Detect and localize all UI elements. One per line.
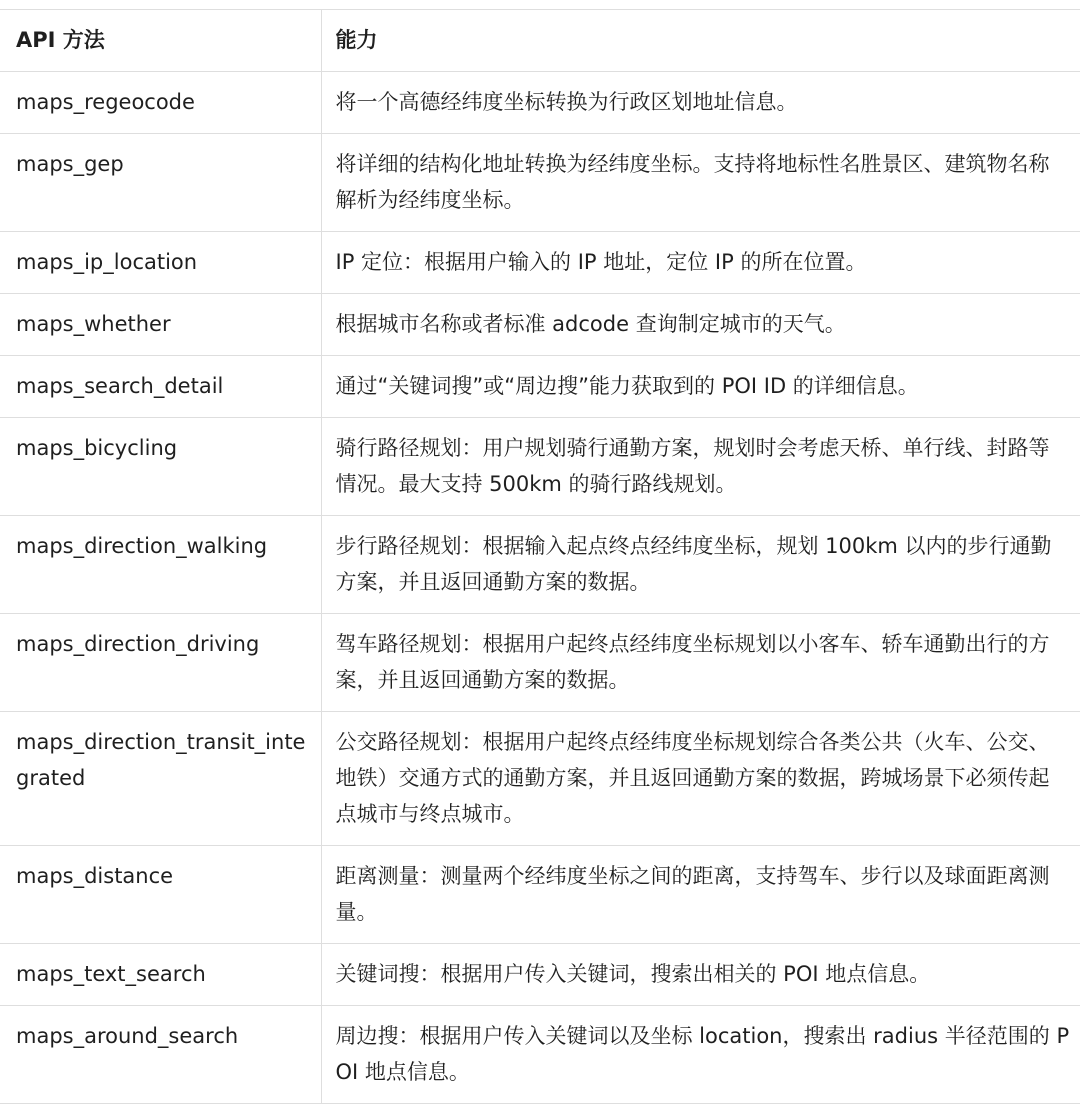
table-row <box>0 134 1080 232</box>
method-cell: maps_text_search <box>0 944 321 1006</box>
table-row <box>0 614 1080 712</box>
table-row <box>0 232 1080 294</box>
table-row <box>0 418 1080 516</box>
capability-cell: 关键词搜：根据用户传入关键词，搜索出相关的 POI 地点信息。 <box>321 944 1080 1006</box>
table-row <box>0 294 1080 356</box>
table-row <box>0 944 1080 1006</box>
capability-cell: 距离测量：测量两个经纬度坐标之间的距离，支持驾车、步行以及球面距离测量。 <box>321 846 1080 944</box>
method-cell: maps_whether <box>0 294 321 356</box>
capability-cell: 周边搜：根据用户传入关键词以及坐标 location，搜索出 radius 半径范围的 POI 地点信息。 <box>321 1006 1080 1104</box>
table-row <box>0 846 1080 944</box>
method-cell: maps_search_detail <box>0 356 321 418</box>
table-header-row <box>0 10 1080 72</box>
capability-cell: 通过“关键词搜”或“周边搜”能力获取到的 POI ID 的详细信息。 <box>321 356 1080 418</box>
capability-cell: 驾车路径规划：根据用户起终点经纬度坐标规划以小客车、轿车通勤出行的方案，并且返回通勤方案的数据。 <box>321 614 1080 712</box>
header-capability: 能力 <box>321 10 1080 72</box>
method-cell: maps_bicycling <box>0 418 321 516</box>
table-row <box>0 72 1080 134</box>
method-cell: maps_ip_location <box>0 232 321 294</box>
table-row <box>0 1006 1080 1104</box>
table-row <box>0 516 1080 614</box>
capability-cell: 步行路径规划：根据输入起点终点经纬度坐标，规划 100km 以内的步行通勤方案，并且返回通勤方案的数据。 <box>321 516 1080 614</box>
method-cell: maps_direction_walking <box>0 516 321 614</box>
capability-cell: 将一个高德经纬度坐标转换为行政区划地址信息。 <box>321 72 1080 134</box>
method-cell: maps_direction_driving <box>0 614 321 712</box>
method-cell: maps_gep <box>0 134 321 232</box>
api-table <box>0 9 1080 1104</box>
capability-cell: 根据城市名称或者标准 adcode 查询制定城市的天气。 <box>321 294 1080 356</box>
header-method: API 方法 <box>0 10 321 72</box>
capability-cell: 公交路径规划：根据用户起终点经纬度坐标规划综合各类公共（火车、公交、地铁）交通方式的通勤方案，并且返回通勤方案的数据，跨城场景下必须传起点城市与终点城市。 <box>321 712 1080 846</box>
capability-cell: 骑行路径规划：用户规划骑行通勤方案，规划时会考虑天桥、单行线、封路等情况。最大支持 500km 的骑行路线规划。 <box>321 418 1080 516</box>
method-cell: maps_distance <box>0 846 321 944</box>
table-row <box>0 712 1080 846</box>
capability-cell: 将详细的结构化地址转换为经纬度坐标。支持将地标性名胜景区、建筑物名称解析为经纬度坐标。 <box>321 134 1080 232</box>
method-cell: maps_direction_transit_integrated <box>0 712 321 846</box>
table-row <box>0 356 1080 418</box>
capability-cell: IP 定位：根据用户输入的 IP 地址，定位 IP 的所在位置。 <box>321 232 1080 294</box>
method-cell: maps_regeocode <box>0 72 321 134</box>
method-cell: maps_around_search <box>0 1006 321 1104</box>
